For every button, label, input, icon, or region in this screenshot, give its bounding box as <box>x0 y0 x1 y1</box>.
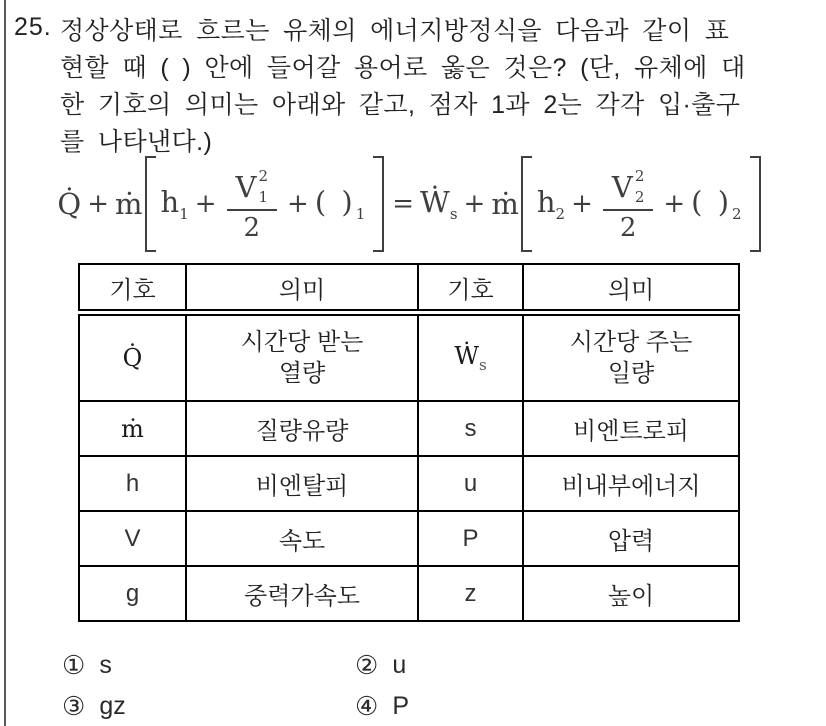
question-text <box>60 13 820 161</box>
inlet-blank-term: ( )$_1$ <box>314 185 369 223</box>
answer-choices <box>62 646 409 726</box>
meaning-enthalpy: 비엔탈피 <box>186 456 418 511</box>
question-line-2: 현할 때 ( ) 안에 들어갈 용어로 옳은 것은? (단, 유체에 대 <box>60 54 746 82</box>
question-line-3: 한 기호의 의미는 아래와 같고, 점자 1과 2는 각각 입·출구 <box>60 91 741 119</box>
symbol-velocity: V <box>79 511 186 566</box>
meaning-velocity: 속도 <box>186 511 418 566</box>
choice-2-marker: ② <box>355 650 379 680</box>
meaning-work: 시간당 주는 일량 <box>523 313 739 402</box>
right-bracket <box>750 156 761 252</box>
plus-operator: + <box>287 189 309 219</box>
choice-2-label: u <box>392 651 407 679</box>
choice-2 <box>355 646 409 685</box>
choice-4-label: P <box>392 692 409 720</box>
mass-flow-symbol: ṁ <box>491 187 519 221</box>
question-line-1: 정상상태로 흐르는 유체의 에너지방정식을 다음과 같이 표 <box>60 17 730 45</box>
symbol-height: z <box>418 566 523 621</box>
symbol-internal-energy: u <box>418 456 523 511</box>
choice-3-marker: ③ <box>62 691 86 721</box>
table-row <box>79 313 739 402</box>
table-row <box>79 566 739 621</box>
header-meaning-right: 의미 <box>523 264 739 313</box>
meaning-gravity: 중력가속도 <box>186 566 418 621</box>
meaning-internal-energy: 비내부에너지 <box>523 456 739 511</box>
outlet-bracket-group <box>521 156 761 252</box>
plus-operator: + <box>463 189 486 219</box>
equals-operator: = <box>392 189 415 219</box>
meaning-mass-flow: 질량유량 <box>186 401 418 456</box>
column-divider-rule <box>4 0 6 726</box>
symbol-enthalpy: h <box>79 456 186 511</box>
shaft-work-symbol: $Ẇ_s$ <box>420 185 458 223</box>
question-number: 25. <box>14 13 52 41</box>
outlet-blank-term: ( )$_2$ <box>691 185 745 223</box>
choice-1 <box>62 646 355 685</box>
symbol-pressure: P <box>418 511 523 566</box>
left-bracket <box>521 156 532 252</box>
header-symbol-left: 기호 <box>79 264 186 313</box>
heat-rate-symbol: Q̇ <box>57 187 82 221</box>
symbol-entropy: s <box>418 401 523 456</box>
header-meaning-left: 의미 <box>186 264 418 313</box>
plus-operator: + <box>194 189 217 219</box>
table-row <box>79 456 739 511</box>
meaning-height: 높이 <box>523 566 739 621</box>
header-symbol-right: 기호 <box>418 264 523 313</box>
table-header-row <box>79 264 739 313</box>
meaning-pressure: 압력 <box>523 511 739 566</box>
outlet-kinetic-fraction: V 2 2 2 <box>603 166 654 243</box>
left-bracket <box>145 156 156 252</box>
symbol-heat: Q̇ <box>79 313 186 402</box>
energy-equation <box>50 148 770 260</box>
mass-flow-symbol: ṁ <box>115 187 143 221</box>
choice-1-marker: ① <box>62 650 86 680</box>
plus-operator: + <box>663 189 686 219</box>
inlet-kinetic-fraction: V 2 1 2 <box>227 166 278 243</box>
table-row <box>79 511 739 566</box>
symbol-table <box>78 263 740 622</box>
symbol-work: $Ẇ_s$ <box>418 313 523 402</box>
choice-4 <box>355 687 409 726</box>
meaning-heat: 시간당 받는 열량 <box>186 313 418 402</box>
outlet-enthalpy-term: $h_2$ <box>536 185 566 223</box>
symbol-mass-flow: ṁ <box>79 401 186 456</box>
inlet-enthalpy-term: $h_1$ <box>160 185 189 223</box>
symbol-gravity: g <box>79 566 186 621</box>
table-row <box>79 401 739 456</box>
choice-4-marker: ④ <box>355 691 379 721</box>
meaning-entropy: 비엔트로피 <box>523 401 739 456</box>
right-bracket <box>373 156 384 252</box>
choice-3-label: gz <box>99 692 126 720</box>
question-line-4: 를 나타낸다.) <box>60 128 213 156</box>
inlet-bracket-group <box>145 156 385 252</box>
choice-1-label: s <box>99 651 112 679</box>
plus-operator: + <box>87 189 109 219</box>
choice-3 <box>62 687 355 726</box>
plus-operator: + <box>571 189 593 219</box>
